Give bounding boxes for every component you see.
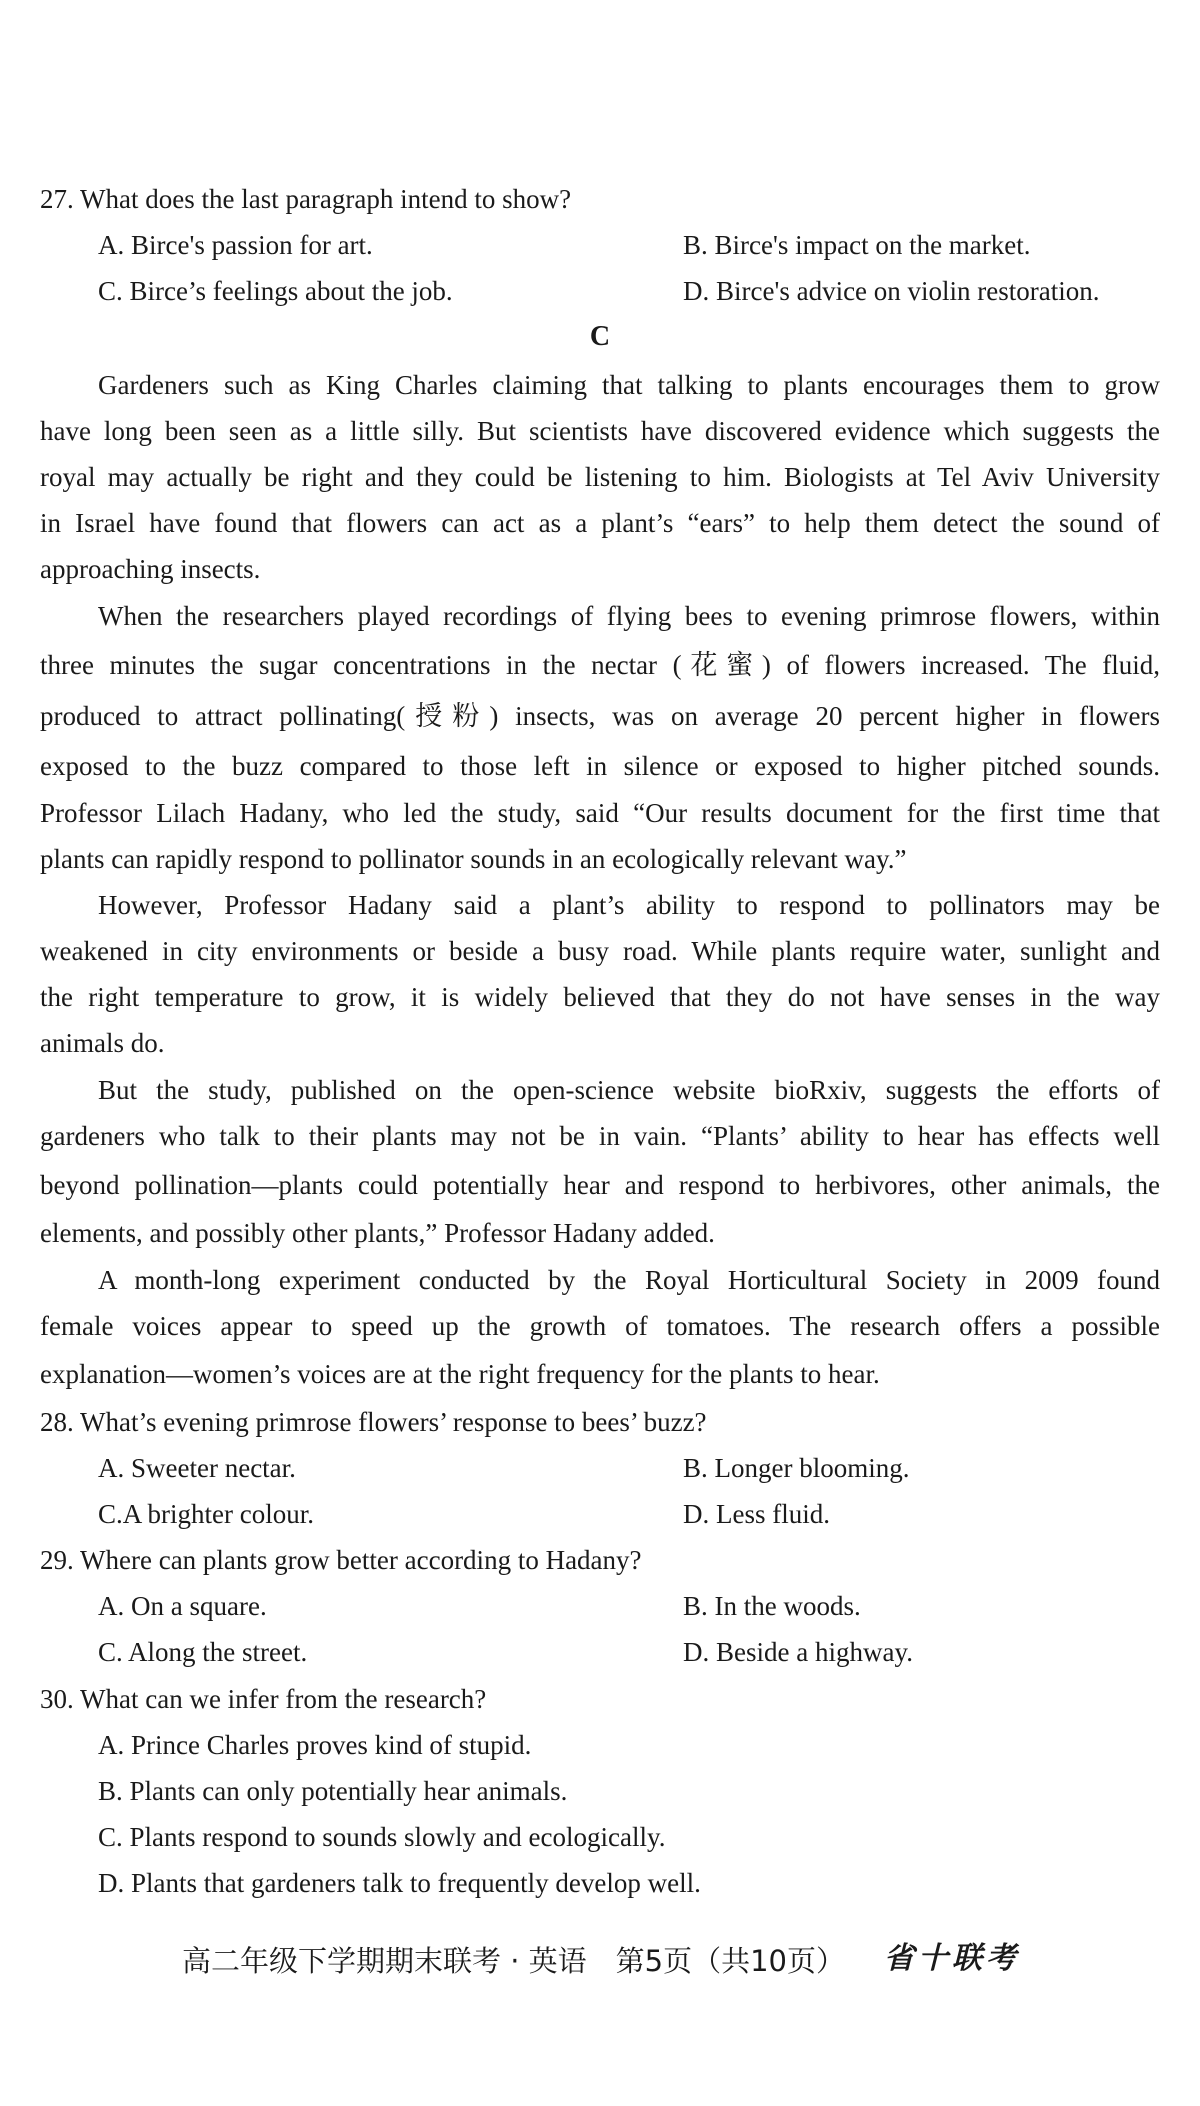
question-28: 28. What’s evening primrose flowers’ response to bees’ buzz?	[40, 1407, 707, 1437]
q29-option-a: A. On a square.	[98, 1591, 267, 1621]
passage-line: female voices appear to speed up the growth of tomatoes. The research offers a possible	[40, 1311, 1160, 1341]
passage-line: gardeners who talk to their plants may not be in vain. “Plants’ ability to hear has effects well	[40, 1121, 1160, 1151]
q28-option-d: D. Less fluid.	[683, 1499, 830, 1529]
passage-line: elements, and possibly other plants,” Professor Hadany added.	[40, 1218, 715, 1248]
passage-line: weakened in city environments or beside a busy road. While plants require water, sunlight and	[40, 936, 1160, 966]
q27-option-a: A. Birce's passion for art.	[98, 230, 373, 260]
q30-option-a: A. Prince Charles proves kind of stupid.	[98, 1730, 532, 1760]
q28-option-c: C.A brighter colour.	[98, 1499, 314, 1529]
q30-option-d: D. Plants that gardeners talk to frequently develop well.	[98, 1868, 701, 1898]
passage-line: produced to attract pollinating(授粉) insects, was on average 20 percent higher in flowers	[40, 701, 1160, 731]
q29-option-b: B. In the woods.	[683, 1591, 861, 1621]
passage-line: approaching insects.	[40, 554, 261, 584]
passage-line: have long been seen as a little silly. But scientists have discovered evidence which suggests the	[40, 416, 1160, 446]
passage-line: Gardeners such as King Charles claiming that talking to plants encourages them to grow	[98, 370, 1160, 400]
passage-line: exposed to the buzz compared to those left in silence or exposed to higher pitched sounds.	[40, 751, 1160, 781]
passage-line: explanation—women’s voices are at the right frequency for the plants to hear.	[40, 1359, 880, 1389]
passage-line: plants can rapidly respond to pollinator sounds in an ecologically relevant way.”	[40, 844, 907, 874]
q29-option-c: C. Along the street.	[98, 1637, 308, 1667]
passage-line: When the researchers played recordings of flying bees to evening primrose flowers, within	[98, 601, 1160, 631]
passage-line: animals do.	[40, 1028, 165, 1058]
passage-line: three minutes the sugar concentrations in the nectar (花蜜) of flowers increased. The fluid,	[40, 650, 1160, 680]
q27-option-b: B. Birce's impact on the market.	[683, 230, 1031, 260]
passage-line: A month-long experiment conducted by the Royal Horticultural Society in 2009 found	[98, 1265, 1160, 1295]
q30-option-c: C. Plants respond to sounds slowly and ecologically.	[98, 1822, 666, 1852]
q28-option-b: B. Longer blooming.	[683, 1453, 910, 1483]
section-heading: C	[589, 321, 611, 352]
passage-line: in Israel have found that flowers can act as a plant’s “ears” to help them detect the sound of	[40, 508, 1160, 538]
passage-line: the right temperature to grow, it is widely believed that they do not have senses in the way	[40, 982, 1160, 1012]
page-footer: 高二年级下学期期末联考 · 英语 第5页（共10页）	[182, 1944, 846, 1978]
question-30: 30. What can we infer from the research?	[40, 1684, 487, 1714]
q28-option-a: A. Sweeter nectar.	[98, 1453, 296, 1483]
question-27: 27. What does the last paragraph intend to show?	[40, 184, 572, 214]
passage-line: royal may actually be right and they could be listening to him. Biologists at Tel Aviv University	[40, 462, 1160, 492]
passage-line: beyond pollination—plants could potentially hear and respond to herbivores, other animals, the	[40, 1170, 1160, 1200]
question-29: 29. Where can plants grow better according to Hadany?	[40, 1545, 642, 1575]
passage-line: Professor Lilach Hadany, who led the study, said “Our results document for the first time that	[40, 798, 1160, 828]
q30-option-b: B. Plants can only potentially hear animals.	[98, 1776, 568, 1806]
passage-line: However, Professor Hadany said a plant’s ability to respond to pollinators may be	[98, 890, 1160, 920]
q29-option-d: D. Beside a highway.	[683, 1637, 913, 1667]
q27-option-d: D. Birce's advice on violin restoration.	[683, 276, 1100, 306]
q27-option-c: C. Birce’s feelings about the job.	[98, 276, 453, 306]
exam-brand: 省十联考	[884, 1941, 1020, 1976]
passage-line: But the study, published on the open-science website bioRxiv, suggests the efforts of	[98, 1075, 1160, 1105]
